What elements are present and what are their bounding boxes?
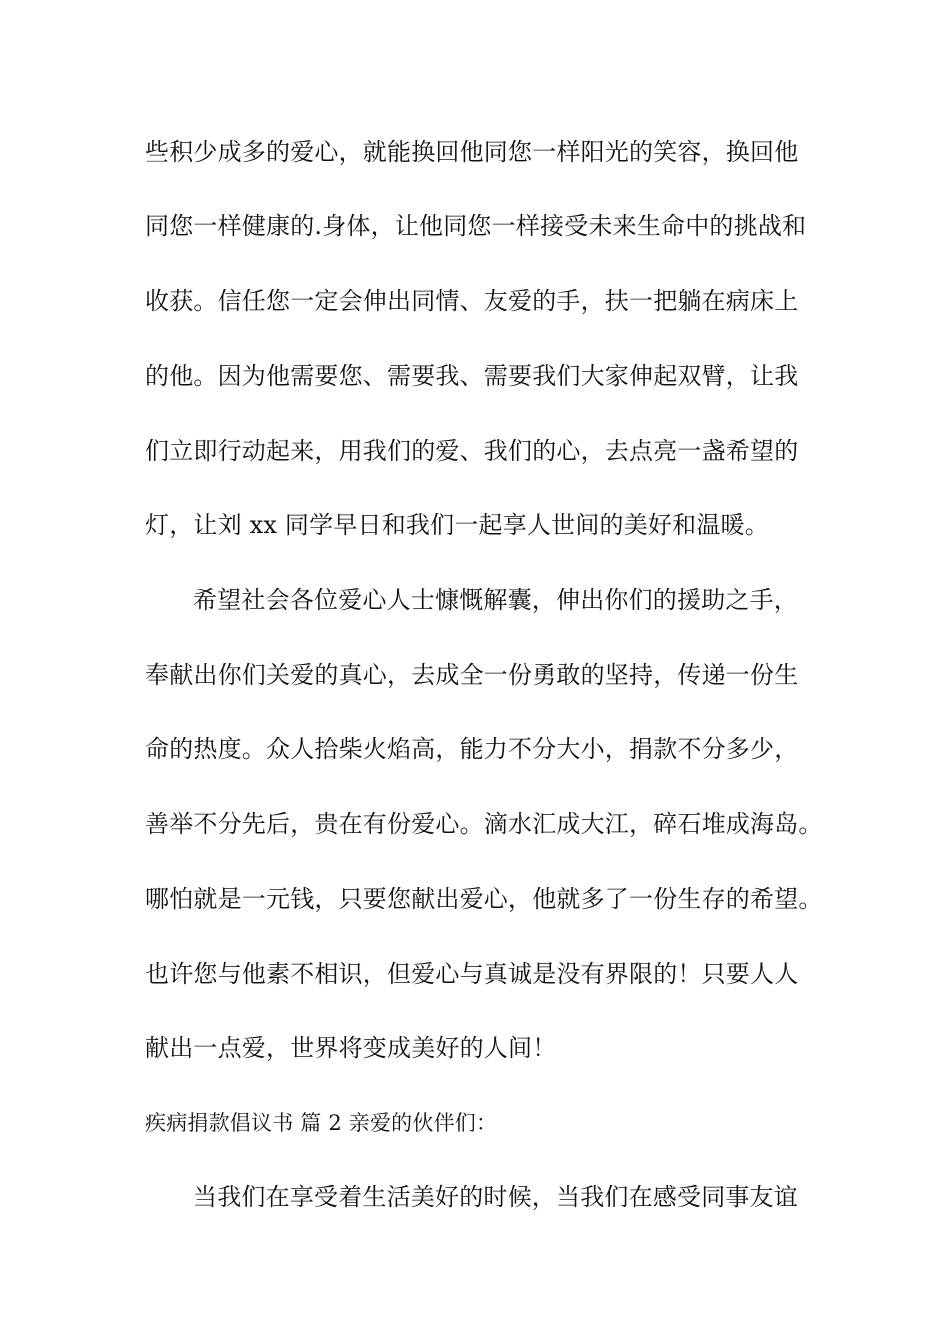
paragraph-line: 当我们在享受着生活美好的时候，当我们在感受同事友谊 <box>193 1183 798 1211</box>
paragraph-line: 收获。信任您一定会伸出同情、友爱的手，扶一把躺在病床上 <box>145 287 799 315</box>
paragraph-line: 善举不分先后，贵在有份爱心。滴水汇成大江，碎石堆成海岛。 <box>145 810 823 838</box>
paragraph-line: 灯，让刘 xx 同学早日和我们一起享人世间的美好和温暖。 <box>145 511 769 539</box>
paragraph-line: 同您一样健康的.身体，让他同您一样接受未来生命中的挑战和 <box>145 212 807 240</box>
paragraph-line: 命的热度。众人拾柴火焰高，能力不分大小，捐款不分多少， <box>145 735 799 763</box>
paragraph-line: 们立即行动起来，用我们的爱、我们的心，去点亮一盏希望的 <box>145 437 799 465</box>
paragraph-line: 些积少成多的爱心，就能换回他同您一样阳光的笑容，换回他 <box>145 138 799 166</box>
paragraph-line: 献出一点爱，世界将变成美好的人间！ <box>145 1034 557 1062</box>
paragraph-line: 哪怕就是一元钱，只要您献出爱心，他就多了一份生存的希望。 <box>145 885 823 913</box>
paragraph-line: 希望社会各位爱心人士慷慨解囊，伸出你们的援助之手， <box>193 586 798 614</box>
paragraph-line: 奉献出你们关爱的真心，去成全一份勇敢的坚持，传递一份生 <box>145 661 799 689</box>
section-heading: 疾病捐款倡议书 篇 2 亲爱的伙伴们： <box>145 1111 498 1135</box>
paragraph-line: 的他。因为他需要您、需要我、需要我们大家伸起双臂，让我 <box>145 362 799 390</box>
paragraph-line: 也许您与他素不相识，但爱心与真诚是没有界限的！只要人人 <box>145 960 799 988</box>
